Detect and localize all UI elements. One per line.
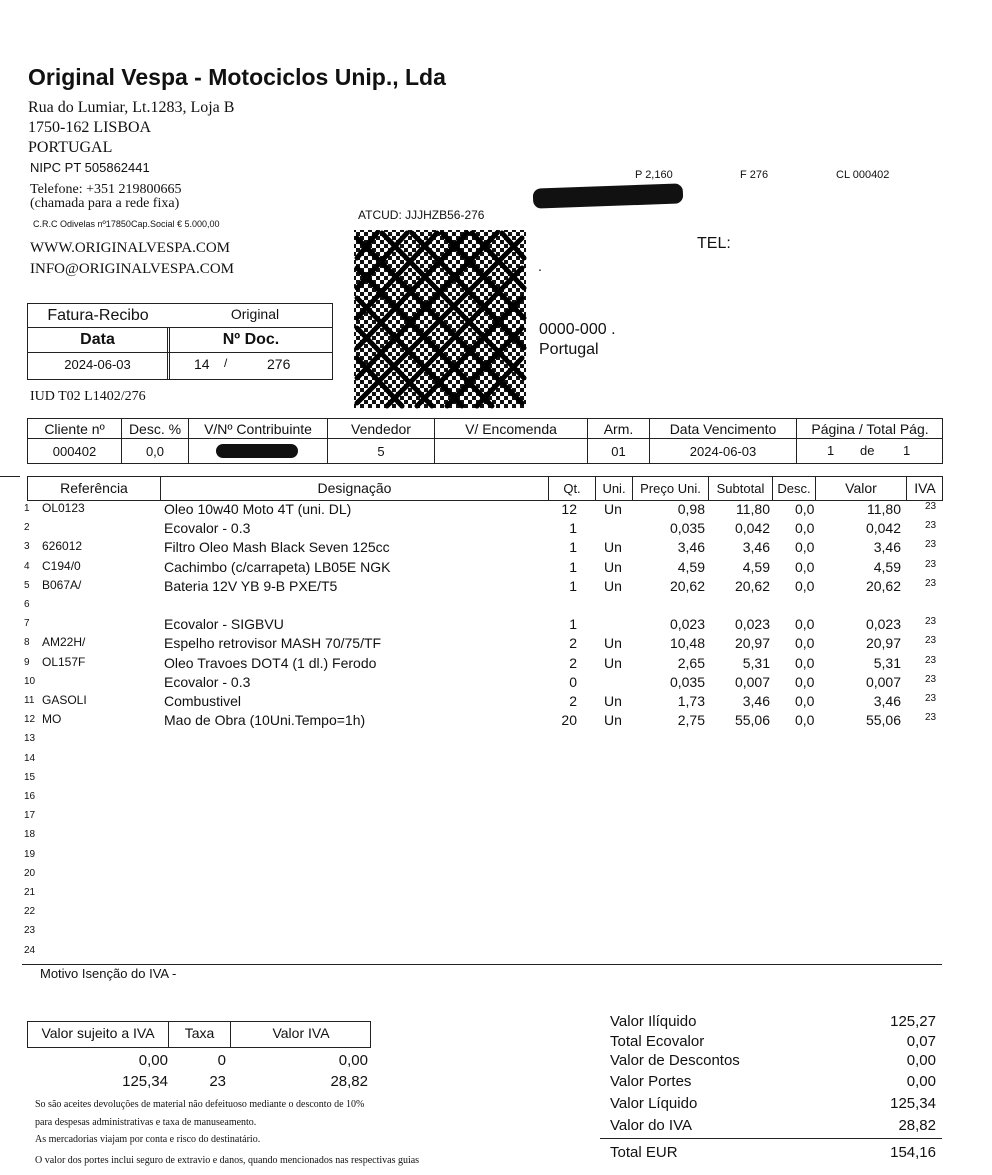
table-row xyxy=(0,789,992,808)
item-vat-rate: 23 xyxy=(925,673,937,685)
item-number: 6 xyxy=(24,599,30,610)
table-row xyxy=(0,616,992,635)
client-vencimento: 2024-06-03 xyxy=(689,443,757,459)
item-quantity: 1 xyxy=(569,520,577,537)
ref-f: F 276 xyxy=(740,169,769,181)
vat-hdr-iva: Valor IVA xyxy=(272,1025,330,1041)
item-value: 20,62 xyxy=(865,577,901,594)
item-number: 1 xyxy=(24,503,30,514)
item-number: 11 xyxy=(24,695,35,706)
vat-row2-taxa: 23 xyxy=(209,1073,226,1090)
item-unit: Un xyxy=(604,539,622,556)
motivo-isencao: Motivo Isenção do IVA - xyxy=(40,966,177,981)
client-number: 000402 xyxy=(52,443,97,459)
item-unit: Un xyxy=(604,654,622,671)
item-subtotal: 4,59 xyxy=(742,558,770,575)
hdr-cliente: Cliente nº xyxy=(44,420,105,437)
item-subtotal: 0,042 xyxy=(734,520,770,537)
grand-total-rule xyxy=(600,1138,942,1139)
table-row xyxy=(0,943,992,962)
item-quantity: 20 xyxy=(561,712,577,729)
table-row xyxy=(0,501,992,520)
table-row xyxy=(0,559,992,578)
item-vat-rate: 23 xyxy=(925,501,937,512)
total-descontos-value: 0,00 xyxy=(906,1052,936,1069)
item-value: 3,46 xyxy=(873,539,901,556)
item-reference: AM22H/ xyxy=(42,635,86,650)
item-discount: 0,0 xyxy=(795,635,815,652)
doc-date-label: Data xyxy=(80,331,115,348)
item-unit: Un xyxy=(604,712,622,729)
table-row xyxy=(0,885,992,904)
qr-code xyxy=(352,228,528,410)
vat-row2-iva: 28,82 xyxy=(330,1073,368,1090)
table-row xyxy=(0,847,992,866)
client-arm: 01 xyxy=(611,443,626,459)
client-de: de xyxy=(860,443,875,458)
item-discount: 0,0 xyxy=(795,501,815,517)
item-number: 22 xyxy=(24,906,36,918)
item-reference: B067A/ xyxy=(42,577,82,592)
item-unit-price: 10,48 xyxy=(669,635,705,652)
item-discount: 0,0 xyxy=(795,712,815,729)
item-unit: Un xyxy=(604,501,622,517)
item-quantity: 2 xyxy=(569,635,577,652)
col-qt: Qt. xyxy=(563,480,581,496)
table-row xyxy=(0,827,992,846)
total-descontos-label: Valor de Descontos xyxy=(610,1052,740,1069)
item-unit: Un xyxy=(604,577,622,594)
client-desc: 0,0 xyxy=(145,443,165,459)
item-quantity: 1 xyxy=(569,577,577,594)
company-nipc: NIPC PT 505862441 xyxy=(30,160,150,175)
item-vat-rate: 23 xyxy=(925,635,937,647)
item-quantity: 0 xyxy=(569,673,577,690)
item-unit-price: 0,035 xyxy=(669,520,705,537)
doc-number: 276 xyxy=(267,356,291,372)
item-reference: MO xyxy=(42,712,62,727)
doc-type: Fatura-Recibo xyxy=(47,306,149,324)
ref-p: P 2,160 xyxy=(635,169,673,181)
hdr-desc: Desc. % xyxy=(128,420,182,437)
item-value: 20,97 xyxy=(865,635,901,652)
item-number: 24 xyxy=(24,944,36,956)
tel-label: TEL: xyxy=(697,235,731,252)
item-number: 14 xyxy=(24,752,36,764)
note-4: O valor dos portes inclui seguro de extravio e danos, quando mencionados nas respectivas guias xyxy=(35,1155,420,1166)
grand-total-value: 154,16 xyxy=(890,1144,936,1161)
item-reference: OL0123 xyxy=(42,501,85,515)
item-value: 0,023 xyxy=(865,616,901,633)
item-subtotal: 11,80 xyxy=(736,501,770,517)
item-value: 4,59 xyxy=(873,558,901,575)
item-subtotal: 20,97 xyxy=(734,635,770,652)
item-discount: 0,0 xyxy=(795,654,815,671)
item-vat-rate: 23 xyxy=(925,558,937,570)
item-vat-rate: 23 xyxy=(925,616,937,628)
total-portes-label: Valor Portes xyxy=(610,1073,692,1090)
item-subtotal: 3,46 xyxy=(742,539,770,556)
hdr-pagina: Página / Total Pág. xyxy=(811,420,929,437)
item-discount: 0,0 xyxy=(795,520,815,537)
company-address2: 1750-162 LISBOA xyxy=(28,119,152,136)
hdr-contribuinte: V/Nº Contribuinte xyxy=(204,420,312,437)
hdr-arm: Arm. xyxy=(603,420,634,437)
vat-row1-iva: 0,00 xyxy=(338,1052,368,1069)
item-value: 3,46 xyxy=(873,693,901,709)
item-number: 4 xyxy=(24,560,30,572)
item-quantity: 2 xyxy=(569,654,577,671)
item-description: Combustivel xyxy=(164,693,242,709)
company-crc: C.R.C Odivelas nº17850 xyxy=(33,219,131,229)
col-preco: Preço Uni. xyxy=(640,480,701,496)
table-row xyxy=(0,635,992,654)
item-value: 0,042 xyxy=(865,520,901,537)
item-number: 8 xyxy=(24,637,30,649)
item-unit-price: 2,65 xyxy=(677,654,705,671)
item-unit-price: 2,75 xyxy=(677,712,705,729)
item-unit-price: 0,035 xyxy=(669,673,705,690)
note-1: So são aceites devoluções de material não defeituoso mediante o desconto de 10% xyxy=(35,1099,365,1110)
company-address1: Rua do Lumiar, Lt.1283, Loja B xyxy=(28,99,235,116)
item-unit-price: 20,62 xyxy=(669,577,705,594)
item-discount: 0,0 xyxy=(795,577,815,594)
item-discount: 0,0 xyxy=(795,673,815,690)
item-number: 9 xyxy=(24,656,30,668)
item-number: 21 xyxy=(24,887,36,898)
item-description: Ecovalor - SIGBVU xyxy=(164,616,284,633)
table-row xyxy=(0,539,992,558)
item-unit-price: 3,46 xyxy=(677,539,705,556)
col-valor: Valor xyxy=(845,480,877,496)
total-iliquido-label: Valor Ilíquido xyxy=(610,1013,697,1030)
table-row xyxy=(0,597,992,616)
item-unit: Un xyxy=(604,635,622,652)
item-subtotal: 3,46 xyxy=(742,693,770,709)
total-liquido-label: Valor Líquido xyxy=(610,1095,698,1112)
item-discount: 0,0 xyxy=(795,558,815,575)
table-row xyxy=(0,923,992,942)
item-value: 55,06 xyxy=(865,712,901,729)
table-row xyxy=(0,904,992,923)
item-unit-price: 0,98 xyxy=(677,501,705,517)
item-unit-price: 0,023 xyxy=(669,616,705,633)
total-ecovalor-value: 0,07 xyxy=(906,1033,936,1050)
hdr-encomenda: V/ Encomenda xyxy=(465,420,557,437)
item-discount: 0,0 xyxy=(795,539,815,556)
item-number: 18 xyxy=(24,829,36,841)
note-2: para despesas administrativas e taxa de manuseamento. xyxy=(35,1117,257,1128)
item-vat-rate: 23 xyxy=(925,712,937,724)
item-reference: GASOLI xyxy=(42,693,87,707)
item-subtotal: 55,06 xyxy=(734,712,770,729)
item-description: Ecovalor - 0.3 xyxy=(164,520,251,537)
company-phone: Telefone: +351 219800665 xyxy=(30,182,182,197)
table-row xyxy=(0,866,992,885)
item-description: Oleo 10w40 Moto 4T (uni. DL) xyxy=(164,501,352,517)
vat-hdr-taxa: Taxa xyxy=(184,1025,215,1041)
item-discount: 0,0 xyxy=(795,616,815,633)
item-number: 5 xyxy=(24,579,30,591)
doc-series: 14 xyxy=(194,356,210,372)
doc-copy: Original xyxy=(230,305,280,322)
item-vat-rate: 23 xyxy=(925,520,937,532)
col-subtotal: Subtotal xyxy=(716,480,765,496)
client-total-pag: 1 xyxy=(903,443,911,458)
col-uni: Uni. xyxy=(602,480,626,496)
table-row xyxy=(0,712,992,731)
doc-num-label: Nº Doc. xyxy=(222,331,280,348)
item-vat-rate: 23 xyxy=(925,693,937,704)
item-quantity: 1 xyxy=(569,539,577,556)
customer-country: Portugal xyxy=(539,341,599,358)
item-subtotal: 0,023 xyxy=(734,616,770,633)
item-subtotal: 0,007 xyxy=(734,673,770,690)
iud: IUD T02 L1402/276 xyxy=(30,389,146,404)
redacted-nif xyxy=(216,444,298,458)
item-number: 23 xyxy=(24,925,36,937)
company-country: PORTUGAL xyxy=(28,139,113,156)
item-value: 11,80 xyxy=(867,501,901,517)
item-unit: Un xyxy=(604,558,622,575)
table-row xyxy=(0,578,992,597)
item-reference: C194/0 xyxy=(42,558,81,573)
item-subtotal: 5,31 xyxy=(742,654,770,671)
company-capital: Cap.Social € 5.000,00 xyxy=(131,219,220,229)
item-number: 19 xyxy=(24,848,36,860)
company-website: WWW.ORIGINALVESPA.COM xyxy=(30,240,231,256)
item-number: 17 xyxy=(24,810,36,822)
vat-row1-base: 0,00 xyxy=(138,1052,168,1069)
hdr-vendedor: Vendedor xyxy=(351,420,411,437)
company-phone-note: (chamada para a rede fixa) xyxy=(30,196,180,211)
item-number: 3 xyxy=(24,541,30,553)
item-discount: 0,0 xyxy=(795,693,815,709)
item-number: 20 xyxy=(24,867,36,879)
total-iliquido-value: 125,27 xyxy=(890,1013,936,1030)
item-value: 5,31 xyxy=(873,654,901,671)
item-vat-rate: 23 xyxy=(925,654,937,666)
company-name: Original Vespa - Motociclos Unip., Lda xyxy=(28,64,446,90)
item-number: 16 xyxy=(24,791,36,802)
table-row xyxy=(0,693,992,712)
atcud: ATCUD: JJJHZB56-276 xyxy=(358,208,485,222)
vat-hdr-base: Valor sujeito a IVA xyxy=(41,1025,155,1041)
item-number: 2 xyxy=(24,522,30,534)
total-ecovalor-label: Total Ecovalor xyxy=(610,1033,705,1050)
items-bottom-rule xyxy=(22,964,942,965)
redacted-customer-name xyxy=(533,183,684,208)
item-description: Cachimbo (c/carrapeta) LB05E NGK xyxy=(164,558,391,575)
item-description: Bateria 12V YB 9-B PXE/T5 xyxy=(164,577,338,594)
ref-cl: CL 000402 xyxy=(836,169,890,181)
col-iva: IVA xyxy=(914,480,936,496)
grand-total-label: Total EUR xyxy=(610,1144,678,1161)
col-referencia: Referência xyxy=(60,480,128,496)
table-row xyxy=(0,674,992,693)
client-pagina: 1 xyxy=(827,443,835,458)
item-description: Espelho retrovisor MASH 70/75/TF xyxy=(164,635,382,652)
vat-row1-taxa: 0 xyxy=(217,1052,226,1069)
item-reference: 626012 xyxy=(42,539,83,554)
customer-postal: 0000-000 . xyxy=(539,321,616,338)
doc-date: 2024-06-03 xyxy=(64,356,131,372)
item-vat-rate: 23 xyxy=(925,577,937,589)
doc-sep: / xyxy=(224,356,228,370)
item-reference: OL157F xyxy=(42,654,86,669)
col-designacao: Designação xyxy=(317,480,392,496)
item-description: Ecovalor - 0.3 xyxy=(164,673,251,690)
item-unit-price: 4,59 xyxy=(677,558,705,575)
total-iva-label: Valor do IVA xyxy=(610,1117,692,1134)
total-portes-value: 0,00 xyxy=(906,1073,936,1090)
item-number: 7 xyxy=(24,618,30,630)
item-number: 13 xyxy=(24,733,36,745)
item-number: 15 xyxy=(24,771,36,783)
item-quantity: 1 xyxy=(569,616,577,633)
col-desc: Desc. xyxy=(777,480,811,496)
item-unit-price: 1,73 xyxy=(677,693,705,709)
item-unit: Un xyxy=(604,693,622,709)
table-row xyxy=(0,655,992,674)
table-row xyxy=(0,751,992,770)
item-description: Oleo Travoes DOT4 (1 dl.) Ferodo xyxy=(164,654,377,671)
total-iva-value: 28,82 xyxy=(898,1117,936,1134)
table-row xyxy=(0,770,992,789)
table-row xyxy=(0,731,992,750)
item-number: 10 xyxy=(24,675,36,687)
total-liquido-value: 125,34 xyxy=(890,1095,936,1112)
company-email: INFO@ORIGINALVESPA.COM xyxy=(30,261,234,277)
item-number: 12 xyxy=(24,714,36,726)
item-quantity: 2 xyxy=(569,693,577,709)
item-quantity: 12 xyxy=(561,501,577,517)
note-3: As mercadorias viajam por conta e risco do destinatário. xyxy=(35,1134,261,1145)
table-row xyxy=(0,808,992,827)
item-description: Filtro Oleo Mash Black Seven 125cc xyxy=(164,539,390,556)
item-vat-rate: 23 xyxy=(925,539,937,551)
table-row xyxy=(0,520,992,539)
hdr-vencimento: Data Vencimento xyxy=(669,420,777,437)
vat-row2-base: 125,34 xyxy=(122,1073,168,1090)
client-vendedor: 5 xyxy=(377,443,385,459)
item-subtotal: 20,62 xyxy=(734,577,770,594)
item-quantity: 1 xyxy=(569,558,577,575)
item-description: Mao de Obra (10Uni.Tempo=1h) xyxy=(164,712,366,729)
item-value: 0,007 xyxy=(865,673,901,690)
address-dot: . xyxy=(538,258,542,274)
